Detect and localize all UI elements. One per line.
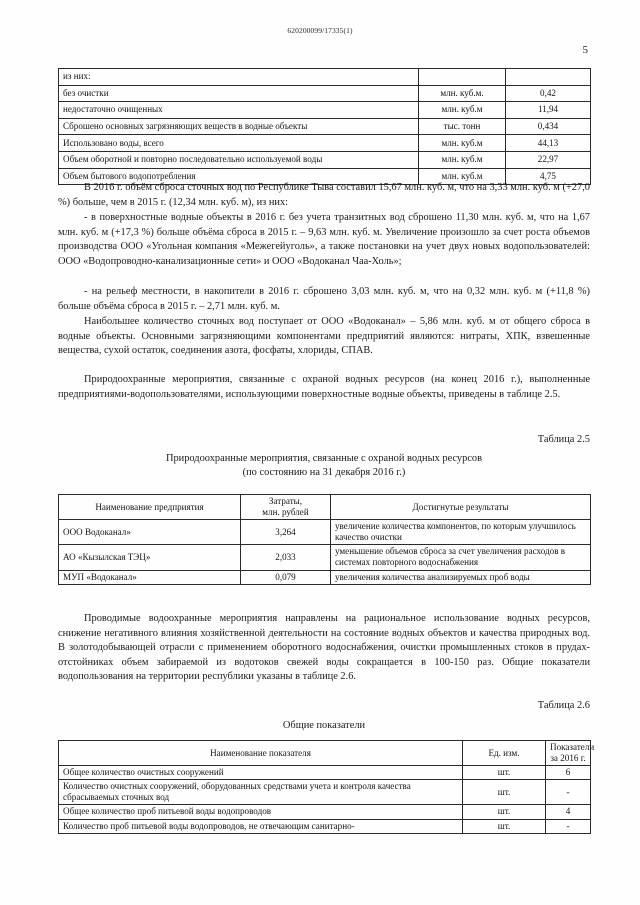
header-achieved-results: Достигнутые результаты [331, 495, 591, 520]
table-header-row [59, 495, 591, 520]
indicator-name: Количество проб питьевой воды водопроводов, не отвечающим санитарно- [59, 819, 463, 833]
indicator-unit: шт. [463, 780, 546, 805]
table-row [59, 819, 591, 833]
indicator-unit: млн. куб.м. [419, 85, 506, 102]
table-row [59, 69, 591, 86]
paragraph-environmental-measures-intro: Природоохранные мероприятия, связанные с охраной водных ресурсов (на конец 2016 г.), выполненные предприятиями-водопользователями, использующими поверхностные водные объекты, приведены в таблице 2.5. [58, 374, 590, 400]
indicator-value: 4 [546, 805, 591, 819]
header-indicator-name: Наименование показателя [59, 741, 463, 766]
header-enterprise-name: Наименование предприятия [59, 495, 241, 520]
indicator-unit: шт. [463, 766, 546, 780]
environmental-measures-table [58, 494, 591, 585]
header-values-line1: Показатели [550, 742, 595, 752]
indicator-unit: тыс. тонн [419, 118, 506, 135]
table-26-number: Таблица 2.6 [537, 700, 590, 711]
indicator-unit: млн. куб.м [419, 135, 506, 152]
header-values-line2: за 2016 г. [550, 753, 586, 764]
header-values-2016 [546, 741, 595, 766]
table-row [59, 545, 591, 570]
enterprise-name: ООО Водоканал» [59, 520, 241, 545]
indicator-unit: шт. [463, 805, 546, 819]
table-row [59, 118, 591, 135]
table-25-title-line1: Природоохранные мероприятия, связанные с охраной водных ресурсов [165, 453, 483, 464]
header-cost [241, 495, 331, 520]
indicator-name: Объем бытового водопотребления [59, 168, 419, 185]
page-number: 5 [582, 44, 588, 56]
table-row [59, 151, 591, 168]
table-row [59, 135, 591, 152]
indicator-value: 4,75 [506, 168, 591, 185]
header-unit: Ед. изм. [463, 741, 546, 766]
indicator-value: 44,13 [506, 135, 591, 152]
enterprise-name: МУП «Водоканал» [59, 570, 241, 584]
table-header-row [59, 741, 591, 766]
table-row [59, 805, 591, 819]
table-25-title-line2: (по состоянию на 31 декабря 2016 г.) [242, 467, 406, 478]
indicator-name: Использовано воды, всего [59, 135, 419, 152]
indicator-unit: шт. [463, 819, 546, 833]
table-row [59, 570, 591, 584]
table-row [59, 766, 591, 780]
enterprise-result: увеличение количества компонентов, по которым улучшилось качество очистки [331, 520, 591, 545]
indicator-name: из них: [59, 69, 419, 86]
indicator-name: Объем оборотной и повторно последовательно используемой воды [59, 151, 419, 168]
water-indicators-table-continued [58, 68, 591, 185]
enterprise-cost: 3,264 [241, 520, 331, 545]
indicator-value: 22,97 [506, 151, 591, 168]
indicator-value: - [546, 780, 591, 805]
enterprise-name: АО «Кызылская ТЭЦ» [59, 545, 241, 570]
document-id-header: 620200099/17335(1) [287, 26, 353, 35]
paragraph-surface-water-discharge: - в поверхностные водные объекты в 2016 г. без учета транзитных вод сброшено 11,30 млн. куб. м, что на 1,67 млн. куб. м (+17,3 %) больше объёма сброса в 2015 г. – 9,63 млн. куб. м. Увеличение произошло за счет роста объемов производства ООО «Угольная компания «Межегейуголь», а также постановки на учет двух новых водопользователей: ООО «Водопроводно-канализационные сети» и ООО «Водоканал Чаа-Холь»; [58, 212, 590, 267]
indicator-name: без очистки [59, 85, 419, 102]
indicator-name: Общее количество очистных сооружений [59, 766, 463, 780]
enterprise-result: уменьшение объемов сброса за счет увеличения расходов в системах повторного водоснабжения [331, 545, 591, 570]
enterprise-result: увеличения количества анализируемых проб воды [331, 570, 591, 584]
indicator-value [506, 69, 591, 86]
table-row [59, 780, 591, 805]
header-cost-line2: млн. рублей [262, 507, 309, 518]
paragraph-largest-discharger: Наибольшее количество сточных вод поступает от ООО «Водоканал» – 5,86 млн. куб. м от общего сброса в водные объекты. Основными загрязняющими компонентами предприятий являются: нитраты, ХПК, взвешенные вещества, сухой остаток, соединения азота, фосфаты, хлориды, СПАВ. [58, 316, 590, 357]
indicator-unit: млн. куб.м [419, 102, 506, 119]
table-25-number: Таблица 2.5 [537, 434, 590, 445]
paragraph-water-protection-measures: Проводимые водоохранные мероприятия направлены на рациональное использование водных ресурсов, снижение негативного влияния хозяйственной деятельности на состояние водных объектов и качества природных вод. В золотодобывающей отрасли с применением оборотного водоснабжения, очистки промышленных стоков в прудах-отстойниках объем забираемой из водотоков свежей воды сокращается в 100-150 раз. Общие показатели водопользования на территории республики указаны в таблице 2.6. [58, 613, 590, 683]
enterprise-cost: 0,079 [241, 570, 331, 584]
indicator-value: 11,94 [506, 102, 591, 119]
indicator-name: Сброшено основных загрязняющих веществ в водные объекты [59, 118, 419, 135]
table-row [59, 520, 591, 545]
indicator-value: 6 [546, 766, 591, 780]
header-cost-line1: Затраты, [268, 496, 303, 506]
table-row [59, 85, 591, 102]
indicator-name: недостаточно очищенных [59, 102, 419, 119]
table-26-title: Общие показатели [282, 720, 366, 731]
indicator-unit: млн. куб.м [419, 168, 506, 185]
general-indicators-table [58, 740, 595, 834]
enterprise-cost: 2,033 [241, 545, 331, 570]
indicator-value: - [546, 819, 591, 833]
paragraph-terrain-discharge: - на рельеф местности, в накопители в 2016 г. сброшено 3,03 млн. куб. м, что на 0,32 млн. куб. м (+11,8 %) больше объёма сброса в 2015 г. – 2,71 млн. куб. м. [58, 286, 590, 312]
indicator-name: Количество очистных сооружений, оборудованных средствами учета и контроля качества сбрасываемых сточных вод [59, 780, 463, 805]
table-row [59, 102, 591, 119]
indicator-name: Общее количество проб питьевой воды водопроводов [59, 805, 463, 819]
indicator-unit: млн. куб.м [419, 151, 506, 168]
indicator-value: 0,434 [506, 118, 591, 135]
indicator-unit [419, 69, 506, 86]
indicator-value: 0,42 [506, 85, 591, 102]
paragraph-wastewater-total: В 2016 г. объём сброса сточных вод по Республике Тыва составил 15,67 млн. куб. м, что на 3,33 млн. куб. м (+27,0 %) больше, чем в 2015 г. (12,34 млн. куб. м), из них: [58, 182, 590, 208]
